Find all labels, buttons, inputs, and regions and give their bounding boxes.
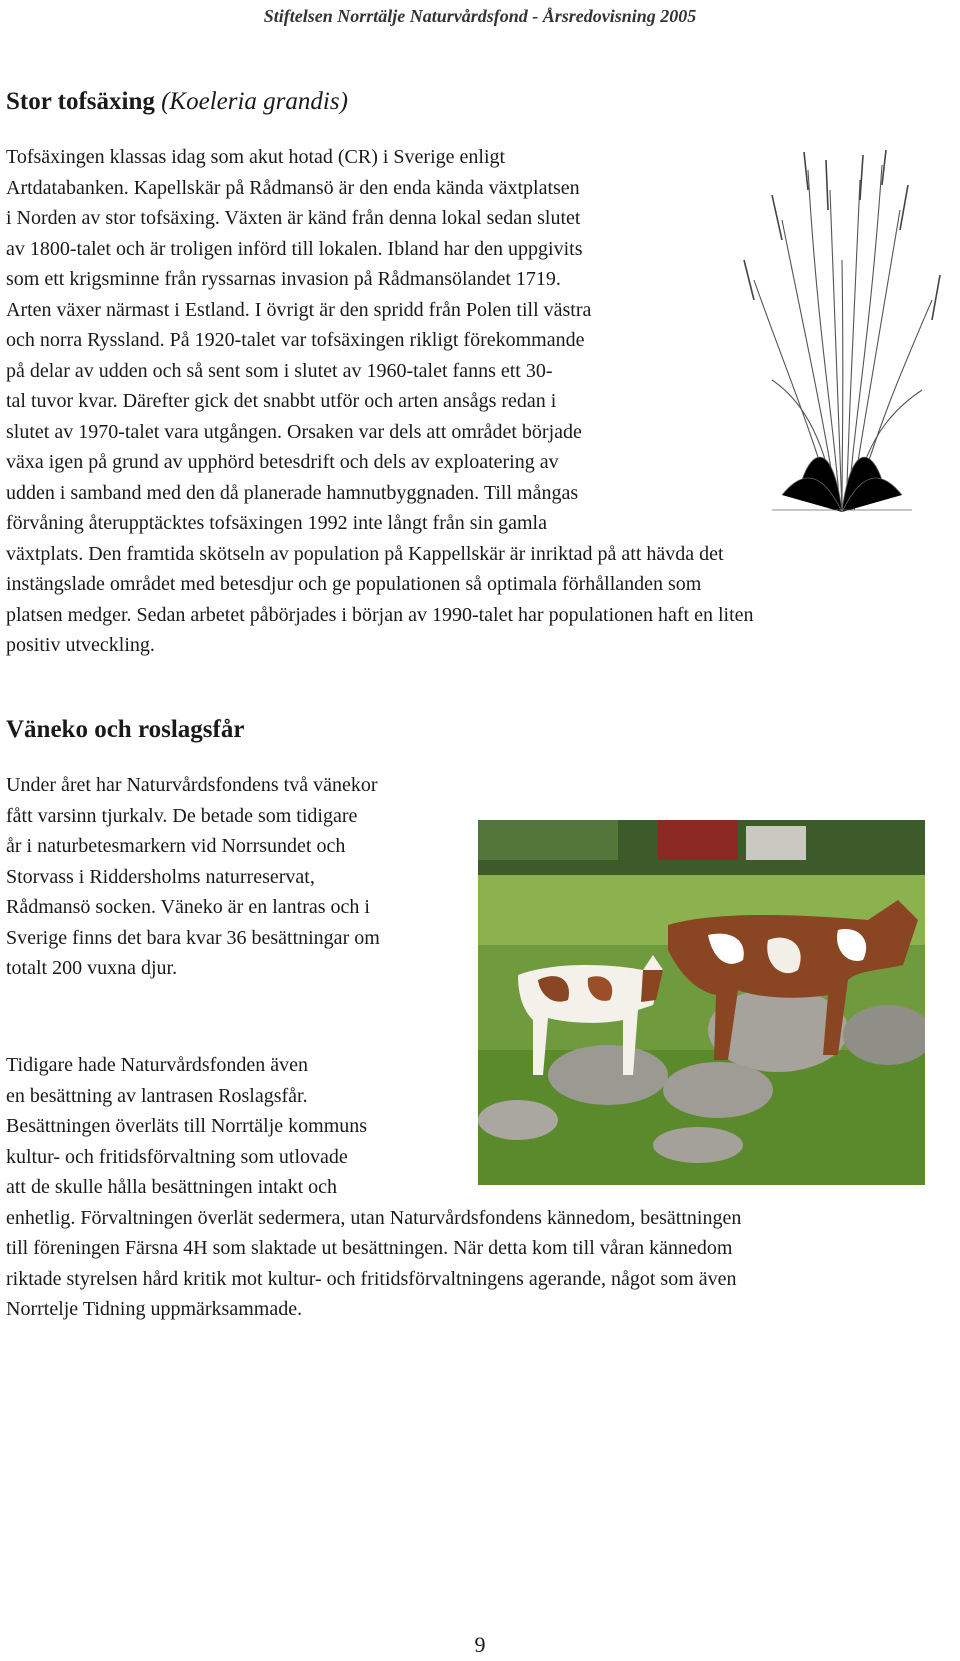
- text-line: Rådmansö socken. Väneko är en lantras och i: [6, 896, 370, 918]
- text-line: fått varsinn tjurkalv. De betade som tidigare: [6, 804, 358, 827]
- text-line: Artdatabanken. Kapellskär på Rådmansö är den enda kända växtplatsen: [6, 176, 580, 199]
- text-line: riktade styrelsen hård kritik mot kultur- och fritidsförvaltningens agerande, något som även: [6, 1267, 737, 1290]
- section2-paragraph1: [6, 770, 380, 984]
- text-line: som ett krigsminne från ryssarnas invasion på Rådmansölandet 1719.: [6, 268, 561, 290]
- text-line: Tidigare hade Naturvårdsfonden även: [6, 1054, 308, 1076]
- text-line: Storvass i Riddersholms naturreservat,: [6, 865, 315, 888]
- text-line: växtplats. Den framtida skötseln av population på Kappellskär är inriktad på att hävda det: [6, 542, 724, 565]
- text-line: Sverige finns det bara kvar 36 besättningar om: [6, 926, 380, 949]
- text-line: på delar av udden och så sent som i slutet av 1960-talet fanns ett 30-: [6, 359, 553, 382]
- text-line: Arten växer närmast i Estland. I övrigt är den spridd från Polen till västra: [6, 298, 592, 321]
- text-line: positiv utveckling.: [6, 634, 155, 656]
- text-line: udden i samband med den då planerade hamnutbyggnaden. Till mångas: [6, 481, 579, 504]
- text-line: till föreningen Färsna 4H som slaktade ut besättningen. När detta kom till våran kännedom: [6, 1237, 733, 1259]
- text-line: en besättning av lantrasen Roslagsfår.: [6, 1084, 308, 1107]
- grass-illustration: [742, 150, 942, 525]
- text-line: växa igen på grund av upphörd betesdrift och dels av exploatering av: [6, 451, 559, 473]
- heading-latin-name: (Koeleria grandis): [161, 88, 348, 115]
- text-line: och norra Ryssland. På 1920-talet var tofsäxingen rikligt förekommande: [6, 329, 585, 351]
- text-line: slutet av 1970-talet vara utgången. Orsaken var dels att området började: [6, 420, 582, 443]
- text-line: Norrtelje Tidning uppmärksammade.: [6, 1298, 303, 1320]
- text-line: platsen medger. Sedan arbetet påbörjades i början av 1990-talet har populationen haft en liten: [6, 603, 754, 626]
- text-line: av 1800-talet och är troligen införd till lokalen. Ibland har den uppgivits: [6, 237, 583, 260]
- text-line: att de skulle hålla besättningen intakt och: [6, 1176, 338, 1198]
- text-line: förvåning återupptäcktes tofsäxingen 1992 inte långt från sin gamla: [6, 512, 547, 534]
- text-line: år i naturbetesmarkern vid Norrsundet och: [6, 835, 346, 857]
- text-line: instängslade området med betesdjur och ge populationen så optimala förhållanden som: [6, 573, 702, 595]
- text-line: i Norden av stor tofsäxing. Växten är känd från denna lokal sedan slutet: [6, 207, 581, 229]
- text-line: totalt 200 vuxna djur.: [6, 957, 178, 979]
- page-number: 9: [474, 1632, 486, 1657]
- cows-photo: [478, 820, 925, 1185]
- text-line: kultur- och fritidsförvaltning som utlovade: [6, 1145, 348, 1168]
- section1-body: [6, 142, 754, 661]
- section-heading-vaneko: Väneko och roslagsfår: [6, 716, 245, 743]
- text-line: enhetlig. Förvaltningen överlät sedermera, utan Naturvårdsfondens kännedom, besättningen: [6, 1206, 742, 1229]
- text-line: Tofsäxingen klassas idag som akut hotad (CR) i Sverige enligt: [6, 146, 506, 168]
- document-header: Stiftelsen Norrtälje Naturvårdsfond - Årsredovisning 2005: [263, 6, 697, 26]
- text-line: Under året har Naturvårdsfondens två vänekor: [6, 774, 378, 796]
- heading-common-name: Stor tofsäxing: [6, 88, 155, 115]
- text-line: Besättningen överläts till Norrtälje kommuns: [6, 1115, 368, 1137]
- text-line: tal tuvor kvar. Därefter gick det snabbt utför och arten ansågs redan i: [6, 390, 557, 412]
- section-heading-stor-tofsaxing: [6, 88, 348, 116]
